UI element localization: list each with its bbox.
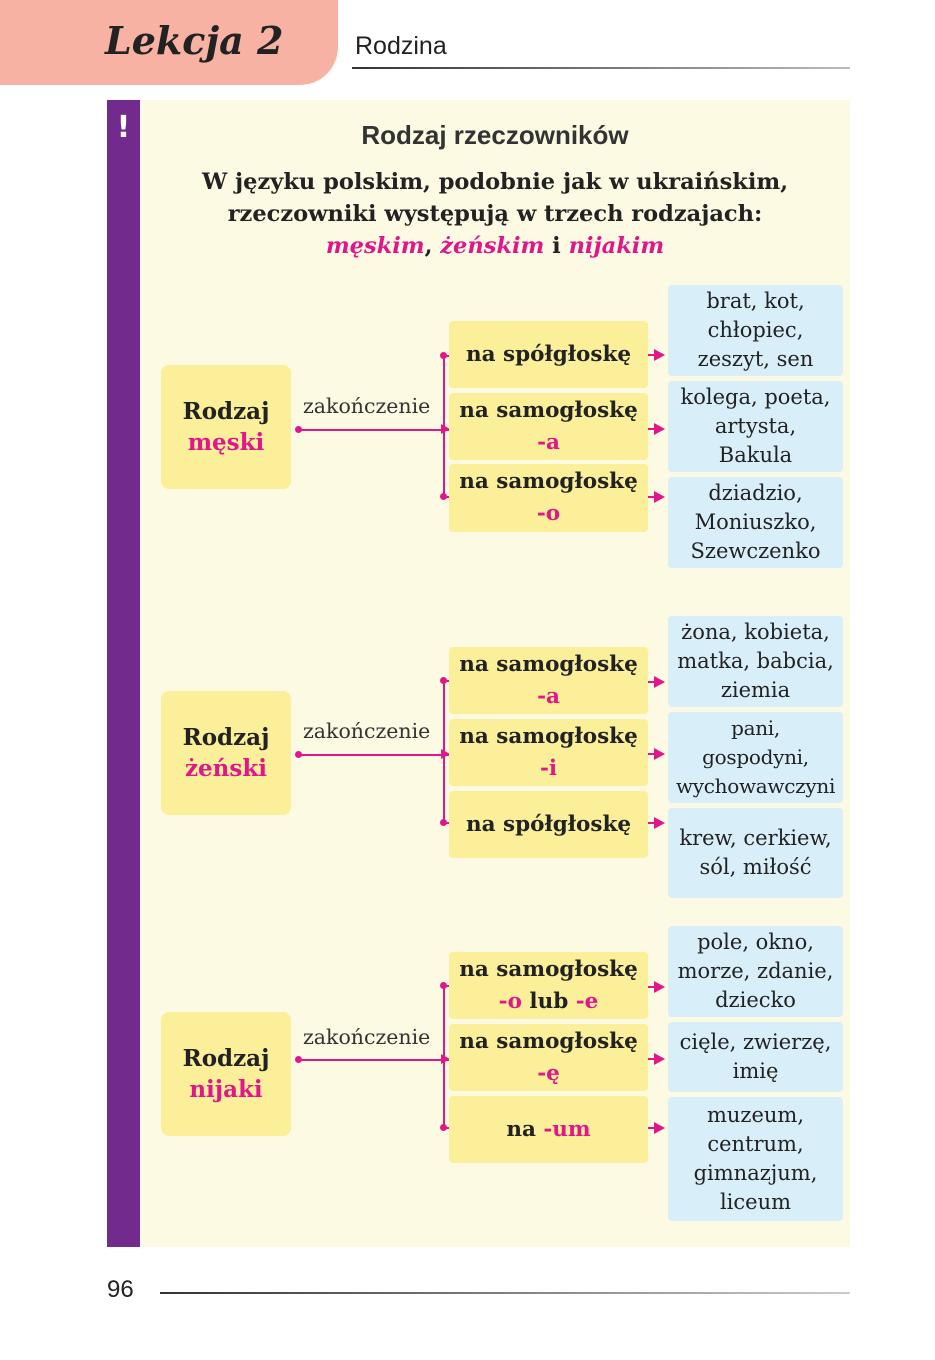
rule-connector-word: lub — [529, 988, 569, 1014]
example-line: gospodyni, — [702, 745, 809, 769]
example-line: zeszyt, sen — [697, 347, 814, 371]
exclamation-icon: ! — [116, 110, 131, 145]
branch-dot — [440, 1124, 447, 1131]
intro-line-3 — [140, 230, 850, 262]
rule-ending: -a — [537, 683, 560, 709]
gender-box-line1: Rodzaj — [182, 398, 270, 425]
example-box — [668, 616, 843, 707]
example-line: pole, okno, — [697, 930, 814, 954]
arrow-right-icon — [654, 491, 665, 503]
rule-ending-line — [506, 1114, 590, 1146]
example-line: Szewczenko — [690, 539, 821, 563]
page-number: 96 — [107, 1276, 134, 1303]
example-box — [668, 381, 843, 472]
rule-ending: -ę — [537, 1060, 560, 1086]
panel-side-strip — [107, 100, 140, 1247]
example-line: dziadzio, — [708, 481, 803, 505]
branch-dot — [440, 352, 447, 359]
gender-box-line2: żeński — [184, 755, 268, 782]
example-line: imię — [732, 1059, 779, 1083]
gender-box-feminine — [161, 691, 291, 815]
ending-rule-box — [449, 1024, 648, 1091]
gender-box-line2: nijaki — [189, 1076, 263, 1103]
gender-box-line1: Rodzaj — [182, 724, 270, 751]
branch-dot — [440, 982, 447, 989]
example-box — [668, 1097, 843, 1221]
rule-text: na samogłoskę — [459, 651, 638, 677]
example-line: Bakula — [718, 443, 793, 467]
example-line: pani, — [731, 716, 780, 740]
connector-line — [298, 429, 444, 431]
branch-dot — [440, 493, 447, 500]
example-line: liceum — [719, 1190, 792, 1214]
rule-ending: -o — [536, 501, 561, 526]
example-line: Moniuszko, — [694, 510, 817, 534]
arrow-right-icon — [654, 981, 665, 993]
example-box — [668, 808, 843, 898]
rule-ending: -um — [543, 1116, 591, 1142]
example-line: krew, cerkiew, — [679, 826, 832, 850]
separator-comma: , — [424, 233, 433, 259]
arrow-right-icon — [654, 1053, 665, 1065]
arrow-right-icon — [654, 423, 665, 435]
ending-rule-box — [449, 1096, 648, 1163]
rule-text: na samogłoskę — [459, 397, 638, 423]
example-line: cięle, zwierzę, — [679, 1030, 832, 1054]
rule-text: na samogłoskę — [459, 1028, 638, 1054]
ending-rule-box — [449, 647, 648, 714]
example-line: ziemia — [720, 678, 791, 702]
gender-feminine-term: żeńskim — [440, 233, 545, 259]
section-title: Rodzaj rzeczowników — [361, 120, 629, 150]
ending-rule-box — [449, 321, 648, 388]
example-line: morze, zdanie, — [677, 959, 834, 983]
rule-text: na samogłoskę — [459, 469, 638, 494]
intro-line-1: W języku polskim, podobnie jak w ukraińskim, — [201, 169, 789, 195]
ending-label: zakończenie — [303, 719, 431, 743]
gender-box-line2: męski — [187, 429, 265, 456]
connector-line — [298, 1059, 444, 1061]
intro-line-2: rzeczowniki występują w trzech rodzajach: — [227, 201, 763, 227]
connector-line — [298, 754, 444, 756]
example-box — [668, 1022, 843, 1092]
topic-underline — [352, 67, 850, 69]
rule-ending-line — [499, 986, 599, 1018]
example-line: kolega, poeta, — [680, 385, 831, 409]
gender-box-neuter — [161, 1012, 291, 1136]
example-line: sól, miłość — [699, 855, 812, 879]
example-box — [668, 285, 843, 376]
ending-rule-box — [449, 464, 648, 532]
arrow-right-icon — [654, 817, 665, 829]
rule-ending: -a — [537, 429, 560, 455]
gender-neuter-term: nijakim — [568, 233, 665, 259]
example-line: muzeum, — [706, 1103, 805, 1127]
rule-ending: -e — [575, 988, 599, 1014]
topic-title: Rodzina — [355, 32, 447, 60]
rule-text: na samogłoskę — [459, 723, 638, 749]
example-line: matka, babcia, — [677, 649, 834, 673]
example-box — [668, 926, 843, 1017]
branch-dot — [440, 819, 447, 826]
ending-label: zakończenie — [303, 1025, 431, 1049]
example-line: wychowawczyni — [675, 774, 836, 798]
example-line: brat, kot, — [706, 289, 805, 313]
ending-rule-box — [449, 719, 648, 786]
gender-box-masculine — [161, 365, 291, 489]
arrow-right-icon — [654, 349, 665, 361]
example-line: dziecko — [715, 988, 796, 1012]
rule-ending: -i — [539, 755, 558, 781]
example-line: chłopiec, — [707, 318, 804, 342]
arrow-right-icon — [654, 1122, 665, 1134]
gender-box-line1: Rodzaj — [182, 1045, 270, 1072]
separator-and: i — [552, 233, 561, 259]
ending-rule-box — [449, 393, 648, 460]
rule-text: na spółgłoskę — [465, 341, 632, 367]
example-box — [668, 477, 843, 568]
rule-text: na — [506, 1116, 536, 1142]
example-line: centrum, — [707, 1132, 804, 1156]
ending-rule-box — [449, 791, 648, 858]
example-line: żona, kobieta, — [681, 620, 830, 644]
example-line: artysta, — [714, 414, 797, 438]
lesson-title: Lekcja 2 — [105, 18, 284, 63]
gender-masculine-term: męskim — [325, 233, 425, 259]
ending-label: zakończenie — [303, 394, 431, 418]
rule-text: na spółgłoskę — [465, 811, 632, 837]
rule-text: na samogłoskę — [459, 956, 638, 982]
rule-ending: -o — [498, 988, 522, 1014]
arrow-right-icon — [654, 748, 665, 760]
example-line: gimnazjum, — [693, 1161, 818, 1185]
branch-dot — [440, 677, 447, 684]
intro-text — [140, 166, 850, 262]
footer-rule — [160, 1292, 850, 1294]
arrow-right-icon — [654, 676, 665, 688]
example-box — [668, 712, 843, 803]
ending-rule-box — [449, 952, 648, 1019]
